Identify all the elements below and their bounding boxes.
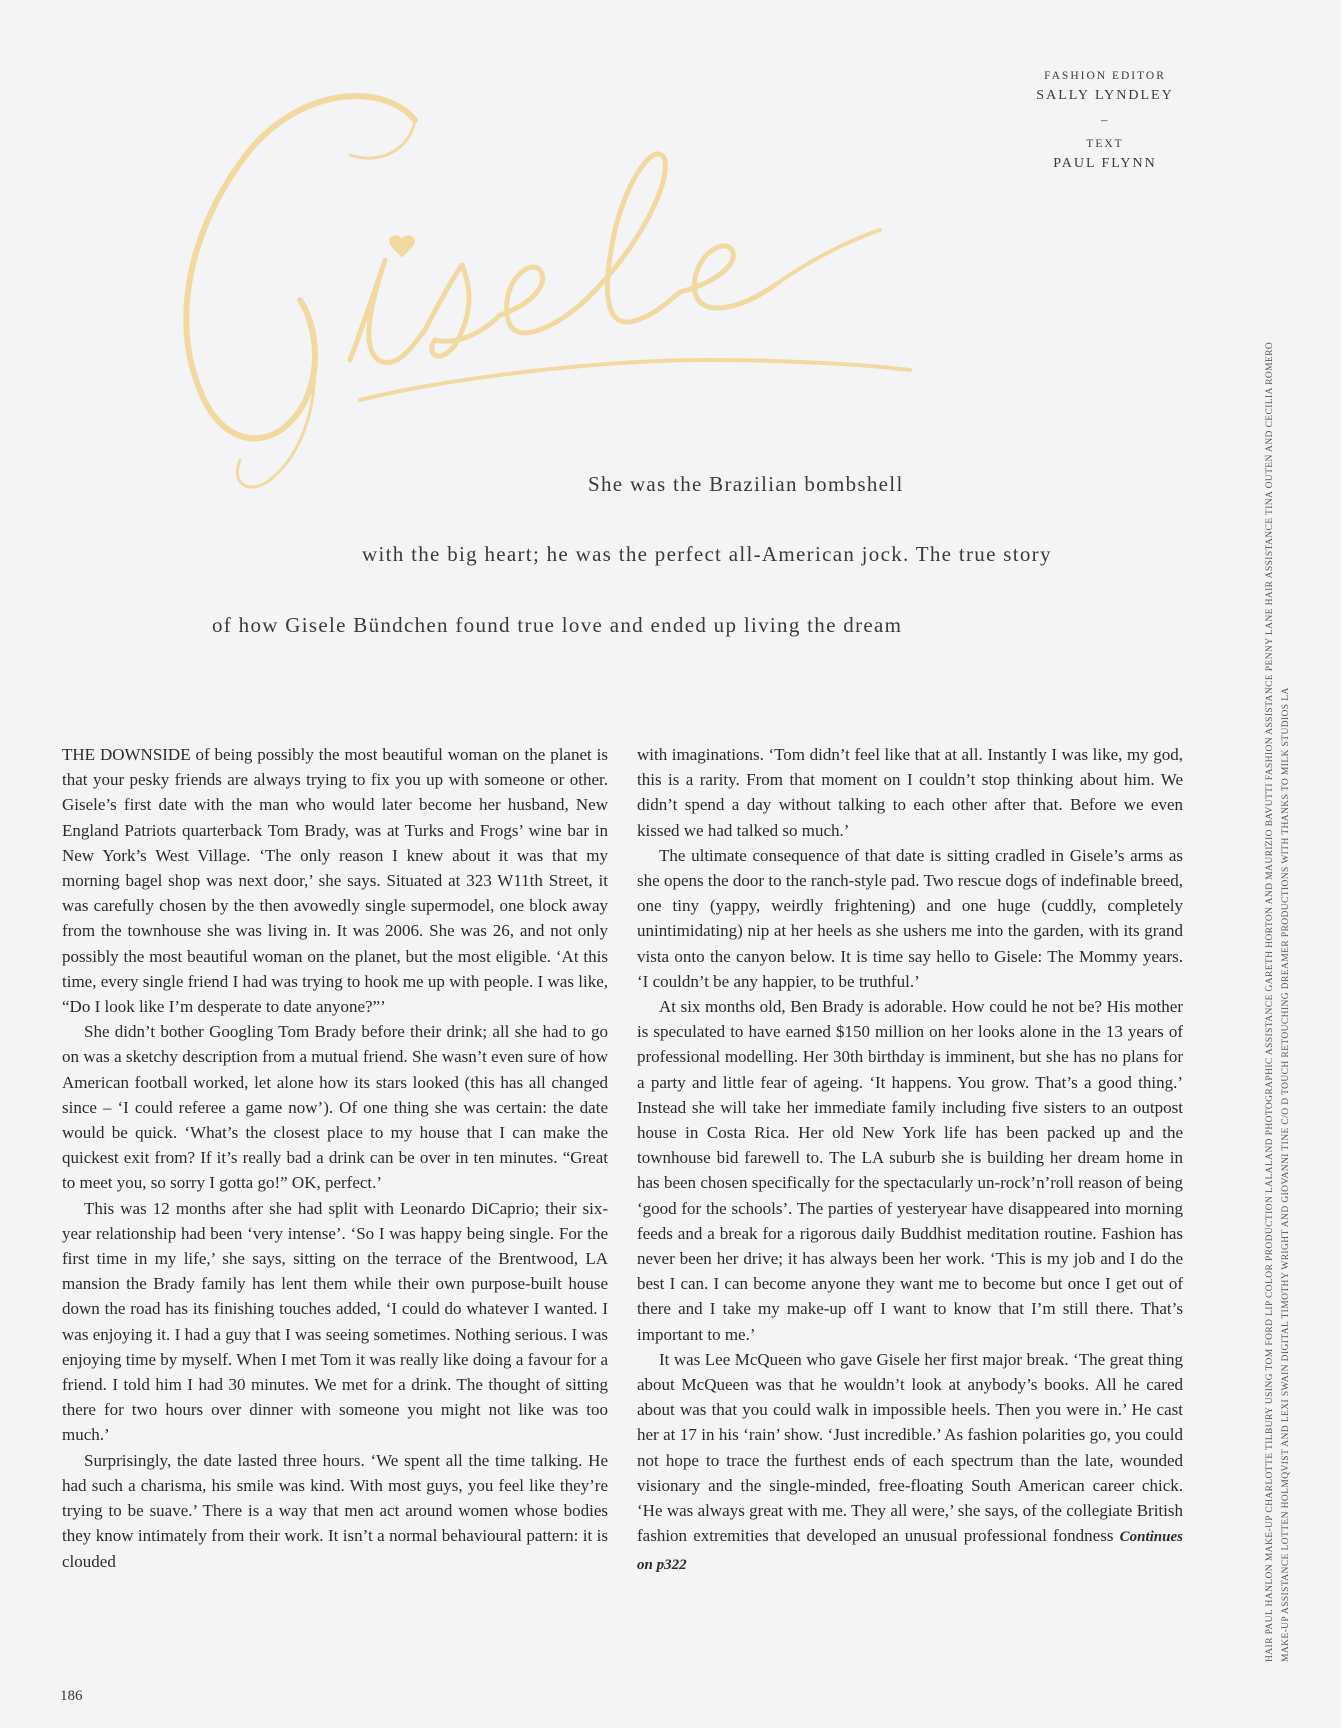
article-paragraph — [637, 1347, 1183, 1578]
article-paragraph — [62, 742, 608, 1019]
fashion-editor-name: SALLY LYNDLEY — [1036, 88, 1174, 103]
paragraph-text: of being possibly the most beautiful woman on the planet is that your pesky friends are always trying to fix you up with someone or other. Gisele’s first date with the man who would later become her husband, New England Patriots quarterback Tom Brady, was at Turks and Frogs’ wine bar in New York’s West Village. ‘The only reason I knew about it was that my morning bagel shop was next door,’ she says. Situated at 323 W11th Street, it was carefully chosen by the then avowedly single supermodel, one block away from the townhouse she was living in. It was 2006. She was 26, and not only possibly the most beautiful woman on the planet, but the most eligible. ‘At this time, every single friend I had was trying to hook me up with people. I was like, “Do I look like I’m desperate to date anyone?”’ — [62, 745, 608, 1017]
standfirst-line-1: She was the Brazilian bombshell — [588, 472, 904, 496]
article-column-right — [637, 742, 1183, 1578]
continues-link[interactable]: Continues on p322 — [637, 1529, 1183, 1573]
article-paragraph: She didn’t bother Googling Tom Brady before their drink; all she had to go on was a sketchy description from a mutual friend. She wasn’t even sure of how American football worked, let alone how its stars looked (this has all changed since – ‘I could referee a game now’). Of one thing she was certain: the date would be quick. ‘What’s the closest place to my house that I can make the quickest exit from? If it’s really bad a drink can be over in ten minutes. “Great to meet you, so sorry I gotta go!” OK, perfect.’ — [62, 1022, 608, 1193]
article-paragraph: Surprisingly, the date lasted three hours. ‘We spent all the time talking. He had such a charisma, his smile was kind. With most guys, you feel like they’re trying to be suave.’ There is a way that men act around women whose bodies they know intimately from their work. It isn’t a normal behavioural pattern: it is clouded — [62, 1450, 608, 1571]
fashion-editor-label: FASHION EDITOR — [1044, 70, 1166, 82]
standfirst-line-2: with the big heart; he was the perfect all-American jock. The true story — [362, 542, 1052, 566]
standfirst-line-3: of how Gisele Bündchen found true love and ended up living the dream — [212, 613, 903, 637]
text-author-name: PAUL FLYNN — [1053, 156, 1157, 171]
contributor-credits — [1010, 70, 1200, 172]
page-number: 186 — [60, 1688, 83, 1704]
credits-separator: – — [1101, 112, 1109, 127]
text-label: TEXT — [1086, 138, 1124, 150]
article-paragraph: The ultimate consequence of that date is sitting cradled in Gisele’s arms as she opens the door to the ranch-style pad. Two rescue dogs of indefinable breed, one tiny (yappy, weirdly frightening) and one huge (cuddly, completely unintimidating) nip at her heels as she ushers me into the garden, with its grand vista onto the canyon below. It is time say hello to Gisele: The Mommy years. ‘I couldn’t be any happier, to be truthful.’ — [637, 845, 1183, 991]
photo-credits-vertical — [1262, 341, 1294, 1662]
article-column-left — [62, 742, 608, 1574]
article-paragraph: At six months old, Ben Brady is adorable. How could he not be? His mother is speculated to have earned $150 million on her looks alone in the 13 years of professional modelling. Her 30th birthday is imminent, but she has no plans for a party and little fear of ageing. ‘It happens. You grow. That’s a good thing.’ Instead she will take her immediate family including five sisters to an outpost house in Costa Rica. Her old New York life has been packed up and the townhouse bid farewell to. The LA suburb she is building her dream home in has been chosen specifically for the spectacularly un-rock’n’roll reason of being ‘good for the schools’. The parties of yesteryear have disappeared into morning feeds and a break for a rigorous daily Buddhist meditation routine. Fashion has never been her drive; it has always been her work. ‘This is my job and I do the best I can. I can become anyone they want me to become but once I get out of there and I take my make-up off I want to know that I’m still there. That’s important to me.’ — [637, 997, 1183, 1344]
title-script — [110, 60, 930, 490]
paragraph-text: It was Lee McQueen who gave Gisele her first major break. ‘The great thing about McQueen was that he wouldn’t look at anybody’s books. All he cared about was that you could walk in impossible heels. Then you were in.’ He cast her at 17 in his ‘rain’ show. ‘Just incredible.’ As fashion polarities go, you could not hope to trace the furthest ends of each spectrum than the late, wounded visionary and the single-minded, free-floating South American career chick. ‘He was always great with me. They all were,’ she says, of the collegiate British fashion extremities that developed an unusual professional fondness — [637, 1349, 1183, 1546]
lede-caps: THE DOWNSIDE — [62, 745, 191, 764]
photo-credits-line-1: HAIR PAUL HANLON MAKE-UP CHARLOTTE TILBURY USING TOM FORD LIP COLOR PRODUCTION LALALAND PHOTOGRAPHIC ASSISTANCE GARETH HORTON AND MAURIZIO BAVUTTI FASHION ASSISTANCE PENNY LANE HAIR ASSISTANCE TINA OUTEN AND CECILIA ROMERO — [1265, 341, 1275, 1662]
article-paragraph: This was 12 months after she had split with Leonardo DiCaprio; their six-year relationship had been ‘very intense’. ‘So I was happy being single. For the first time in my life,’ she says, sitting on the terrace of the Brentwood, LA mansion the Brady family has lent them while their own purpose-built house down the road has its finishing touches added, ‘I could do whatever I wanted. I was enjoying it. I had a guy that I was seeing sometimes. Nothing serious. I was enjoying time by myself. When I met Tom it was really like doing a favour for a friend. I told him I had 30 minutes. We met for a drink. The thought of sitting there for two hours over dinner with someone you might not like was too much.’ — [62, 1198, 608, 1445]
article-paragraph: with imaginations. ‘Tom didn’t feel like that at all. Instantly I was like, my god, this is a rarity. From that moment on I couldn’t stop thinking about him. We didn’t spend a day without talking to each other after that. Before we even kissed we had talked so much.’ — [637, 745, 1183, 840]
photo-credits-line-2: MAKE-UP ASSISTANCE LOTTEN HOLMQVIST AND LEXI SWAIN DIGITAL TIMOTHY WRIGHT AND GIOVANNI TINE C/O D TOUCH RETOUCHING DREAMER PRODUCTIONS WITH THANKS TO MILK STUDIOS LA — [1281, 687, 1291, 1662]
